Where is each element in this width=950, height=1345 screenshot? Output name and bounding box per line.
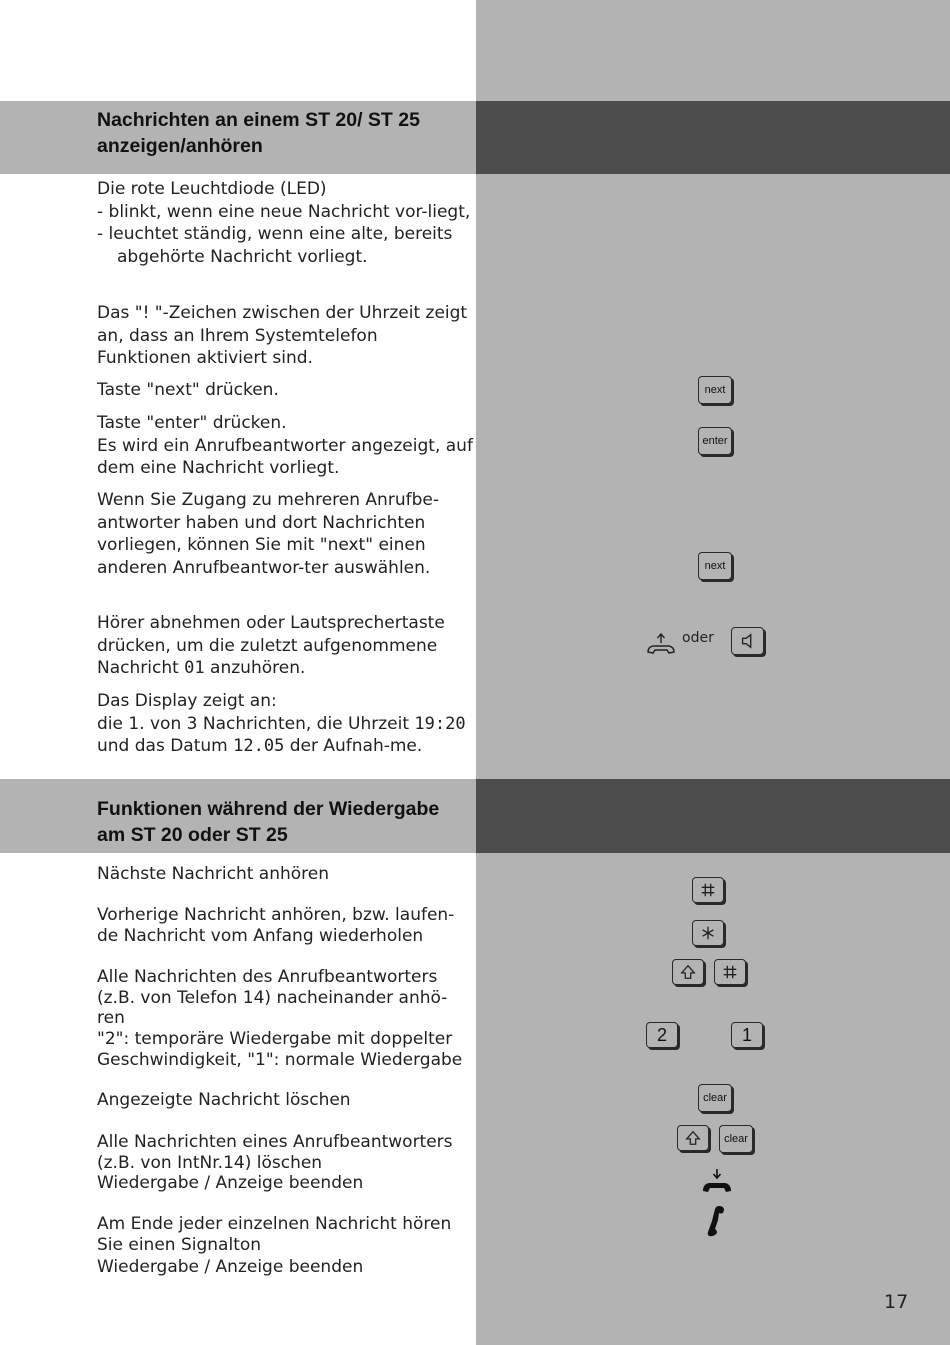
- digit-2-key[interactable]: 2: [646, 1022, 678, 1048]
- step-multi-text: Wenn Sie Zugang zu mehreren Anrufbe-antworter haben und dort Nachrichten vorliegen, können Sie mit "next" einen anderen Anrufbeantwor-ter auswählen.: [97, 490, 439, 578]
- or-label: oder: [682, 630, 714, 646]
- digit-1-key[interactable]: 1: [731, 1022, 763, 1048]
- handset-hang-up-icon: [700, 1168, 734, 1196]
- step-next-text: Taste "next" drücken.: [97, 380, 279, 400]
- enter-key[interactable]: enter: [698, 427, 732, 455]
- section-title-line: Nachrichten an einem ST 20/ ST 25: [97, 109, 420, 131]
- lcd-date: 12.05: [233, 736, 285, 757]
- section-title: [97, 796, 473, 848]
- function-item: Alle Nachrichten des Anrufbeantworters (z.B. von Telefon 14) nacheinander anhö-ren: [97, 967, 448, 1028]
- section-title: [97, 107, 473, 159]
- led-bullet: - leuchtet ständig, wenn eine alte, bereits abgehörte Nachricht vorliegt.: [97, 224, 453, 267]
- handset-lift-icon: [645, 632, 677, 658]
- next-key[interactable]: next: [698, 552, 732, 580]
- lcd-message-number: 01: [184, 658, 205, 679]
- function-item: "2": temporäre Wiedergabe mit doppelter Geschwindigkeit, "1": normale Wiedergabe: [97, 1029, 463, 1070]
- exclamation-paragraph: Das "! "-Zeichen zwischen der Uhrzeit zeigt an, dass an Ihrem Systemtelefon Funktionen aktiviert sind.: [97, 303, 468, 369]
- led-description: [97, 178, 475, 268]
- section-title-line: anzeigen/anhören: [97, 135, 263, 157]
- shift-arrow-icon: [679, 963, 697, 981]
- star-key[interactable]: [692, 920, 724, 946]
- shift-key[interactable]: [677, 1125, 709, 1151]
- function-item: Nächste Nachricht anhören: [97, 864, 330, 884]
- led-bullet: - blinkt, wenn eine neue Nachricht vor-liegt,: [97, 201, 471, 222]
- hash-icon: [699, 881, 717, 899]
- section-header-dark-band: [476, 101, 950, 174]
- speaker-key[interactable]: [731, 627, 764, 655]
- section-header-dark-band: [476, 779, 950, 853]
- function-item: Wiedergabe / Anzeige beenden: [97, 1257, 364, 1277]
- section-title-line: am ST 20 oder ST 25: [97, 824, 288, 846]
- clear-key[interactable]: clear: [698, 1084, 732, 1112]
- function-item: Am Ende jeder einzelnen Nachricht hören Sie einen Signalton: [97, 1214, 452, 1255]
- function-item: Alle Nachrichten eines Anrufbeantworters (z.B. von IntNr.14) löschen: [97, 1132, 453, 1173]
- function-item: Angezeigte Nachricht löschen: [97, 1090, 351, 1110]
- page-number: 17: [884, 1291, 909, 1313]
- lcd-time: 19:20: [414, 713, 466, 734]
- instruction-key-column: [476, 0, 950, 1345]
- function-item: Vorherige Nachricht anhören, bzw. laufen-de Nachricht vom Anfang wiederholen: [97, 905, 455, 946]
- hash-icon: [721, 963, 739, 981]
- step-listen-text: Hörer abnehmen oder Lautsprechertaste drücken, um die zuletzt aufgenommene Nachricht 01 anzuhören.: [97, 613, 445, 679]
- next-key[interactable]: next: [698, 376, 732, 404]
- section-title-line: Funktionen während der Wiedergabe: [97, 798, 440, 820]
- function-item: Wiedergabe / Anzeige beenden: [97, 1173, 364, 1193]
- display-description: Das Display zeigt an: die 1. von 3 Nachrichten, die Uhrzeit 19:20 und das Datum 12.05 der Aufnah-me.: [97, 691, 466, 757]
- hash-key[interactable]: [692, 877, 724, 903]
- shift-arrow-icon: [684, 1129, 702, 1147]
- hash-key[interactable]: [714, 959, 746, 985]
- clear-key[interactable]: clear: [719, 1125, 753, 1153]
- led-intro: Die rote Leuchtdiode (LED): [97, 179, 327, 199]
- handset-on-hook-icon: [703, 1203, 729, 1239]
- asterisk-icon: [699, 924, 717, 942]
- step-enter-text: Taste "enter" drücken. Es wird ein Anrufbeantworter angezeigt, auf dem eine Nachricht vorliegt.: [97, 413, 473, 479]
- shift-key[interactable]: [672, 959, 704, 985]
- speaker-icon: [739, 632, 757, 650]
